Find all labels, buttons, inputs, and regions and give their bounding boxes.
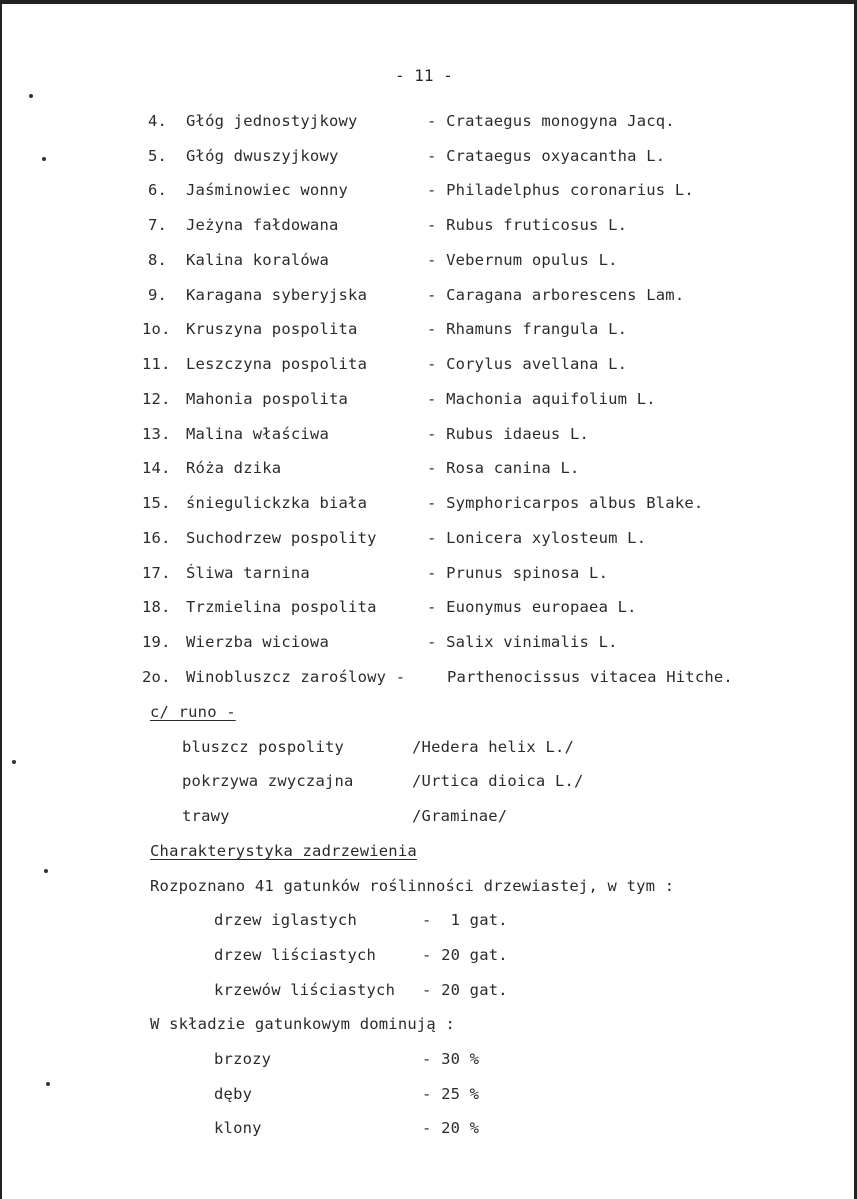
- runo-heading: c/ runo -: [150, 703, 236, 721]
- species-latin-name: - Salix vinimalis L.: [427, 633, 618, 651]
- species-polish-name: Wierzba wiciowa: [186, 633, 329, 651]
- species-latin-name: - Crataegus monogyna Jacq.: [427, 112, 675, 130]
- species-latin-name: - Machonia aquifolium L.: [427, 390, 656, 408]
- species-polish-name: Jeżyna fałdowana: [186, 216, 339, 234]
- species-latin-name: Parthenocissus vitacea Hitche.: [447, 668, 733, 686]
- species-number: 1o.: [142, 320, 171, 338]
- species-number: 13.: [142, 425, 171, 443]
- species-latin-name: - Lonicera xylosteum L.: [427, 529, 647, 547]
- species-latin-name: - Euonymus europaea L.: [427, 598, 637, 616]
- count-label: drzew liściastych: [214, 946, 377, 964]
- species-polish-name: Malina właściwa: [186, 425, 329, 443]
- species-latin-name: - Symphoricarpos albus Blake.: [427, 494, 704, 512]
- species-number: 7.: [148, 216, 168, 234]
- species-number: 8.: [148, 251, 168, 269]
- species-latin-name: - Rhamuns frangula L.: [427, 320, 628, 338]
- count-value: - 20 gat.: [422, 981, 508, 999]
- count-label: krzewów liściastych: [214, 981, 396, 999]
- runo-latin-name: /Graminae/: [412, 807, 508, 825]
- runo-polish-name: bluszcz pospolity: [182, 738, 345, 756]
- species-polish-name: Róża dzika: [186, 459, 282, 477]
- species-polish-name: Jaśminowiec wonny: [186, 181, 349, 199]
- species-latin-name: - Caragana arborescens Lam.: [427, 286, 685, 304]
- count-value: - 20 gat.: [422, 946, 508, 964]
- species-polish-name: Winobluszcz zaroślowy -: [186, 668, 406, 686]
- species-latin-name: - Vebernum opulus L.: [427, 251, 618, 269]
- dominance-intro: W składzie gatunkowym dominują :: [150, 1015, 456, 1033]
- species-number: 19.: [142, 633, 171, 651]
- species-latin-name: - Rubus idaeus L.: [427, 425, 590, 443]
- species-number: 2o.: [142, 668, 171, 686]
- species-number: 6.: [148, 181, 168, 199]
- species-polish-name: Śliwa tarnina: [186, 564, 310, 582]
- species-polish-name: śniegulickzka biała: [186, 494, 368, 512]
- runo-polish-name: trawy: [182, 807, 230, 825]
- dominance-value: - 30 %: [422, 1050, 480, 1068]
- dominance-label: klony: [214, 1119, 262, 1137]
- dominance-value: - 25 %: [422, 1085, 480, 1103]
- species-number: 4.: [148, 112, 168, 130]
- runo-latin-name: /Urtica dioica L./: [412, 772, 584, 790]
- section-heading: Charakterystyka zadrzewienia: [150, 842, 417, 860]
- scan-speck: [29, 94, 33, 98]
- runo-latin-name: /Hedera helix L./: [412, 738, 575, 756]
- dominance-value: - 20 %: [422, 1119, 480, 1137]
- species-number: 11.: [142, 355, 171, 373]
- dominance-label: brzozy: [214, 1050, 272, 1068]
- species-latin-name: - Philadelphus coronarius L.: [427, 181, 694, 199]
- species-polish-name: Suchodrzew pospolity: [186, 529, 377, 547]
- species-number: 5.: [148, 147, 168, 165]
- species-number: 9.: [148, 286, 168, 304]
- scan-speck: [44, 869, 48, 873]
- page-number: - 11 -: [395, 66, 453, 85]
- species-number: 15.: [142, 494, 171, 512]
- species-latin-name: - Corylus avellana L.: [427, 355, 628, 373]
- intro-text: Rozpoznano 41 gatunków roślinności drzewiastej, w tym :: [150, 877, 675, 895]
- species-latin-name: - Prunus spinosa L.: [427, 564, 609, 582]
- species-number: 14.: [142, 459, 171, 477]
- species-polish-name: Kalina koralówa: [186, 251, 329, 269]
- species-polish-name: Leszczyna pospolita: [186, 355, 368, 373]
- scan-speck: [46, 1082, 50, 1086]
- species-polish-name: Kruszyna pospolita: [186, 320, 358, 338]
- species-number: 17.: [142, 564, 171, 582]
- species-number: 18.: [142, 598, 171, 616]
- scan-speck: [42, 157, 46, 161]
- species-polish-name: Głóg dwuszyjkowy: [186, 147, 339, 165]
- species-polish-name: Mahonia pospolita: [186, 390, 349, 408]
- species-latin-name: - Rosa canina L.: [427, 459, 580, 477]
- dominance-label: dęby: [214, 1085, 253, 1103]
- species-latin-name: - Rubus fruticosus L.: [427, 216, 628, 234]
- species-polish-name: Trzmielina pospolita: [186, 598, 377, 616]
- count-label: drzew iglastych: [214, 911, 357, 929]
- scan-speck: [12, 760, 16, 764]
- species-number: 16.: [142, 529, 171, 547]
- species-number: 12.: [142, 390, 171, 408]
- runo-polish-name: pokrzywa zwyczajna: [182, 772, 354, 790]
- species-polish-name: Głóg jednostyjkowy: [186, 112, 358, 130]
- count-value: - 1 gat.: [422, 911, 508, 929]
- species-latin-name: - Crataegus oxyacantha L.: [427, 147, 666, 165]
- species-polish-name: Karagana syberyjska: [186, 286, 368, 304]
